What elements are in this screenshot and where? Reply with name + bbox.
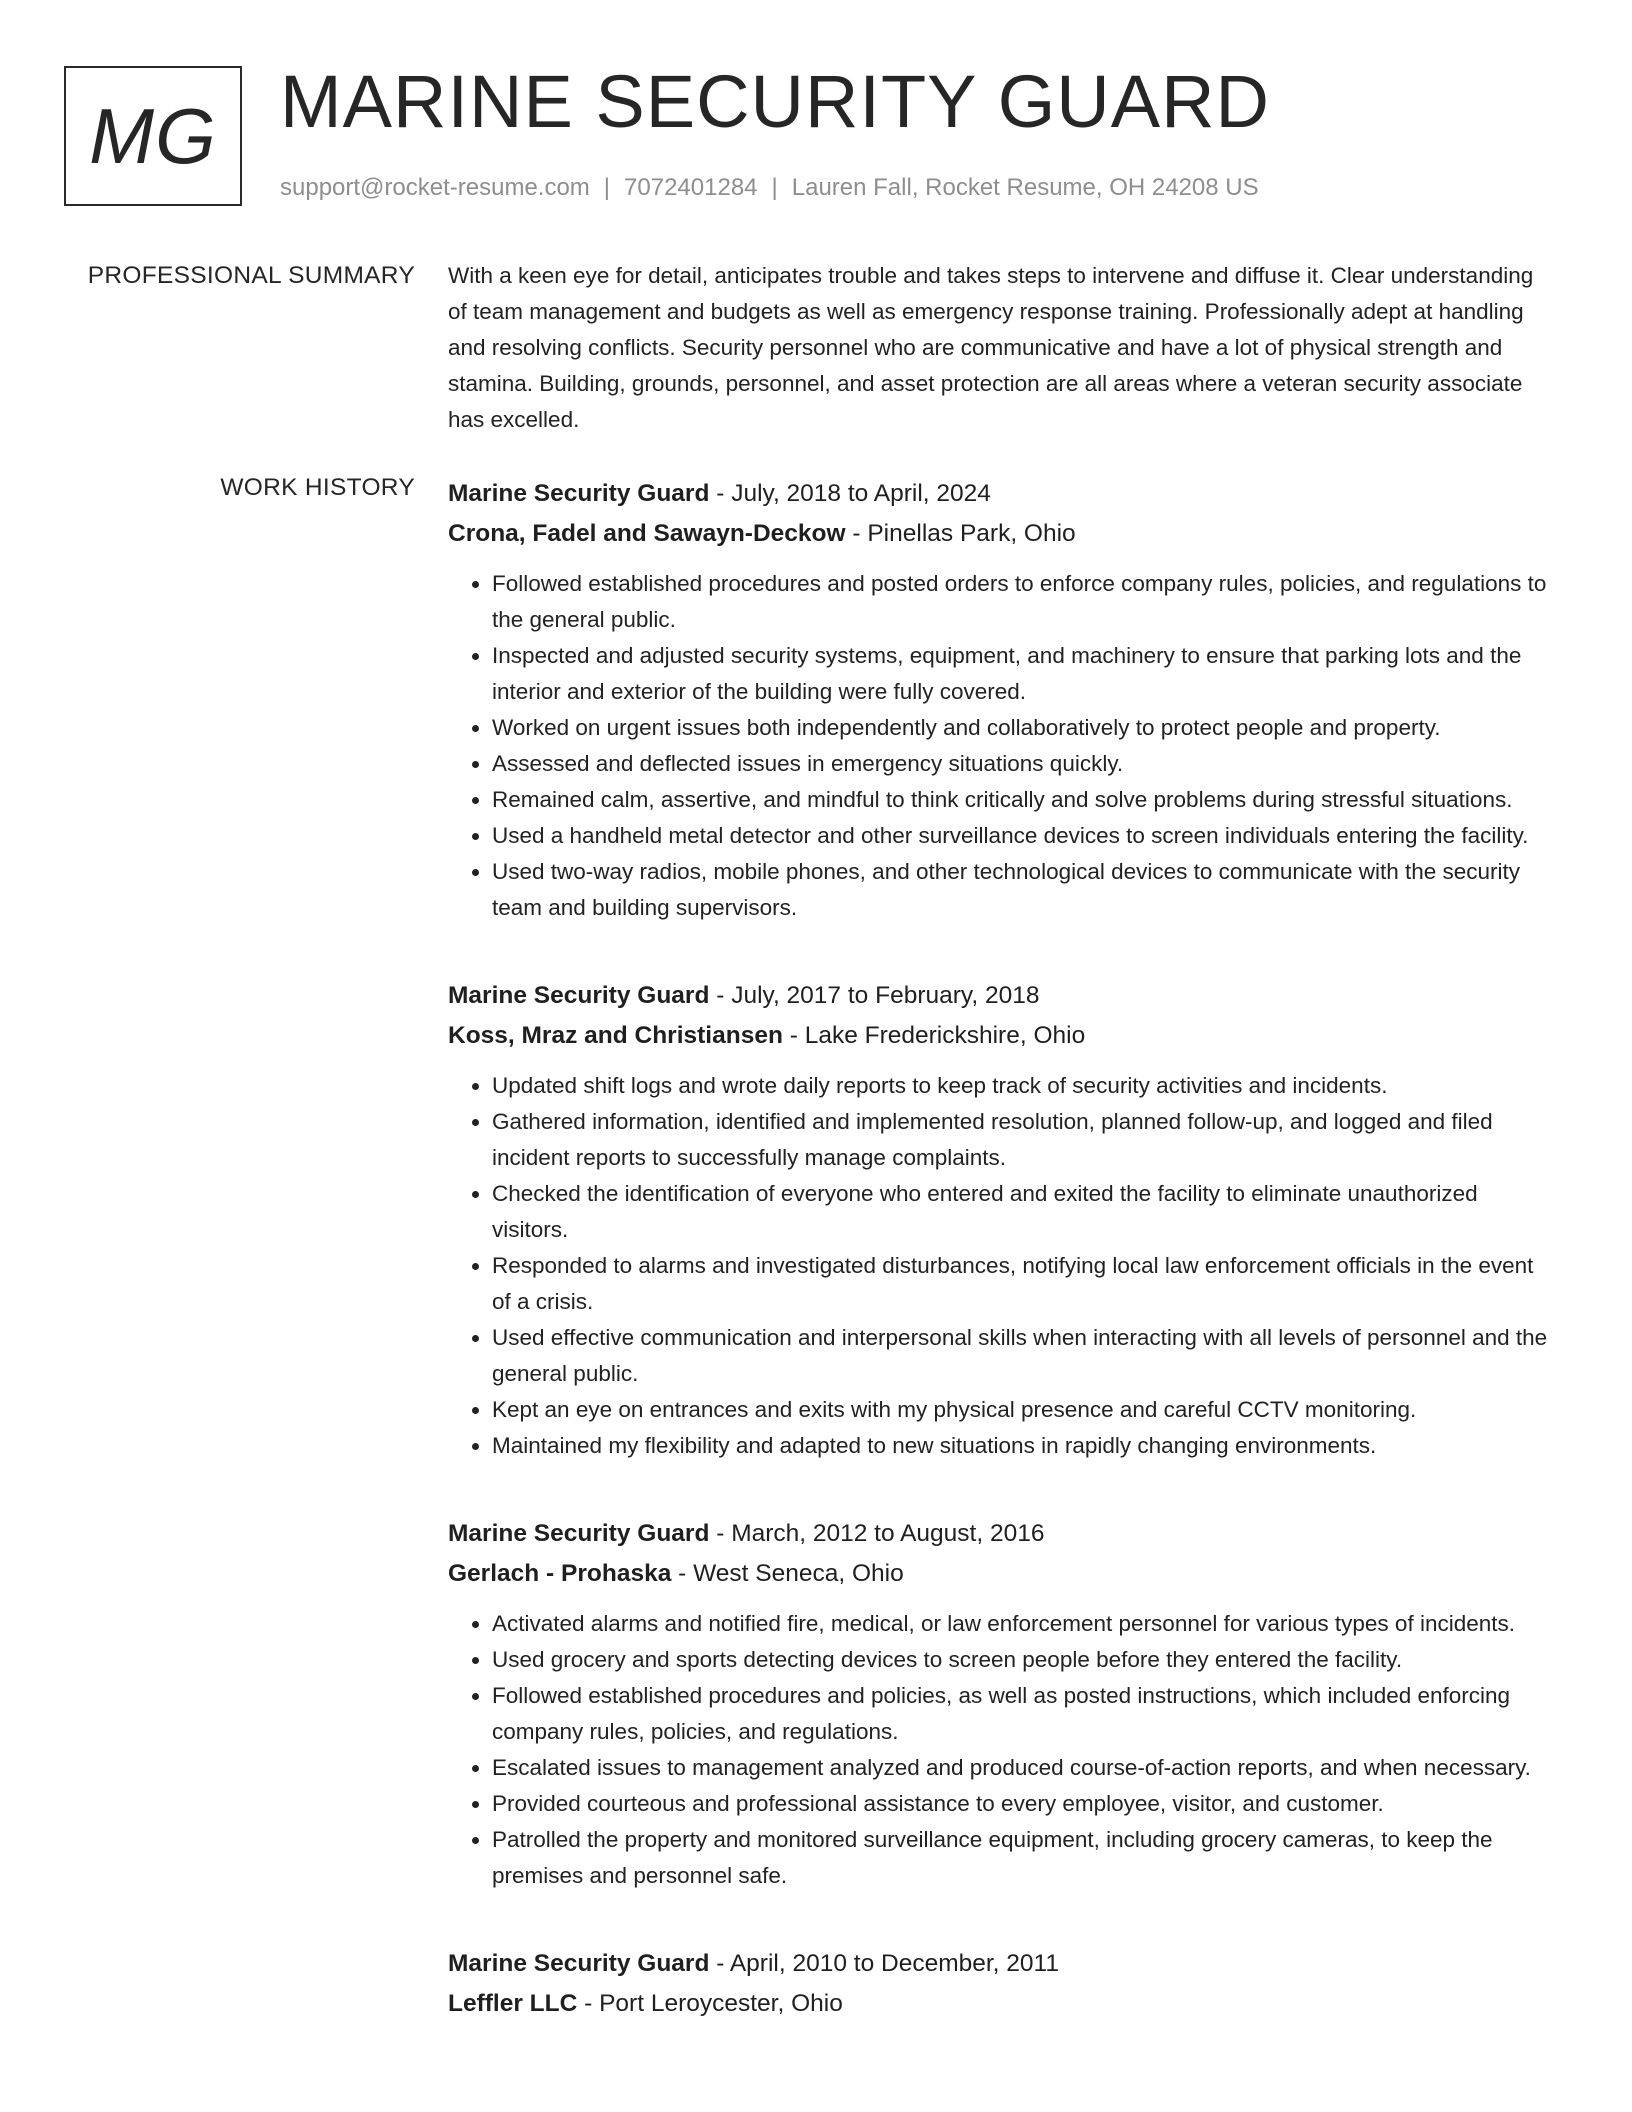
job-title: Marine Security Guard (448, 982, 710, 1009)
job-bullet: • Patrolled the property and monitored surveillance equipment, including grocery cameras, to keep the premises and personnel safe. (492, 1822, 1558, 1894)
job-location: - Pinellas Park, Ohio (845, 520, 1076, 547)
job-bullet: • Worked on urgent issues both independently and collaboratively to protect people and property. (492, 710, 1558, 746)
job-title: Marine Security Guard (448, 1520, 710, 1547)
job-bullet: • Activated alarms and notified fire, medical, or law enforcement personnel for various types of incidents. (492, 1606, 1558, 1642)
job-bullet: • Remained calm, assertive, and mindful to think critically and solve problems during stressful situations. (492, 782, 1558, 818)
contact-phone[interactable]: 7072401284 (624, 174, 758, 201)
job-entry (448, 1514, 1558, 1894)
job-bullet: • Followed established procedures and policies, as well as posted instructions, which included enforcing company rules, policies, and regulations. (492, 1678, 1558, 1750)
job-location: - Lake Frederickshire, Ohio (782, 1022, 1086, 1049)
job-dates: - July, 2018 to April, 2024 (709, 480, 991, 507)
job-location: - West Seneca, Ohio (671, 1560, 904, 1587)
work-history-label: WORK HISTORY (220, 474, 415, 501)
job-company-line (448, 1016, 1558, 1056)
job-bullet: • Gathered information, identified and implemented resolution, planned follow-up, and logged and filed incident reports to successfully manage complaints. (492, 1104, 1558, 1176)
job-bullet: • Responded to alarms and investigated disturbances, notifying local law enforcement officials in the event of a crisis. (492, 1248, 1558, 1320)
work-history-body (448, 474, 1558, 2074)
job-dates: - July, 2017 to February, 2018 (709, 982, 1040, 1009)
job-company: Gerlach - Prohaska (448, 1560, 672, 1587)
contact-separator: | (603, 174, 611, 201)
contact-email[interactable]: support@rocket-resume.com (280, 174, 590, 201)
job-bullet: • Inspected and adjusted security systems, equipment, and machinery to ensure that parking lots and the interior and exterior of the building were fully covered. (492, 638, 1558, 710)
job-title-line (448, 474, 1558, 514)
job-bullet: • Used effective communication and interpersonal skills when interacting with all levels of personnel and the general public. (492, 1320, 1558, 1392)
job-bullet: • Used a handheld metal detector and other surveillance devices to screen individuals entering the facility. (492, 818, 1558, 854)
job-bullet: • Checked the identification of everyone who entered and exited the facility to eliminate unauthorized visitors. (492, 1176, 1558, 1248)
resume-header (64, 60, 1564, 216)
summary-label: PROFESSIONAL SUMMARY (87, 262, 415, 289)
job-bullet: • Kept an eye on entrances and exits with my physical presence and careful CCTV monitoring. (492, 1392, 1558, 1428)
job-entry (448, 976, 1558, 1464)
job-bullet-list (448, 566, 1558, 926)
summary-text: With a keen eye for detail, anticipates trouble and takes steps to intervene and diffuse it. Clear understanding of team management and budgets as well as emergency response training. Professionally adept at handling and resolving conflicts. Security personnel who are communicative and have a lot of physical strength and stamina. Building, grounds, personnel, and asset protection are all areas where a veteran security associate has excelled. (448, 263, 1534, 432)
job-bullet: • Followed established procedures and posted orders to enforce company rules, policies, and regulations to the general public. (492, 566, 1558, 638)
job-company: Koss, Mraz and Christiansen (448, 1022, 783, 1049)
job-company-line (448, 514, 1558, 554)
job-title-line (448, 1514, 1558, 1554)
job-company-line (448, 1554, 1558, 1594)
monogram-logo: MG (64, 66, 242, 206)
job-bullet: • Used two-way radios, mobile phones, and other technological devices to communicate with the security team and building supervisors. (492, 854, 1558, 926)
resume-name: MARINE SECURITY GUARD (280, 60, 1270, 143)
contact-line (280, 174, 1259, 202)
job-title: Marine Security Guard (448, 1950, 710, 1977)
job-company-line (448, 1984, 1558, 2024)
job-bullet: • Maintained my flexibility and adapted to new situations in rapidly changing environments. (492, 1428, 1558, 1464)
job-title-line (448, 976, 1558, 1016)
contact-separator: | (771, 174, 778, 201)
job-company: Crona, Fadel and Sawayn-Deckow (448, 520, 846, 547)
job-location: - Port Leroycester, Ohio (577, 1990, 843, 2017)
job-bullet: • Escalated issues to management analyzed and produced course-of-action reports, and when necessary. (492, 1750, 1558, 1786)
job-entry (448, 474, 1558, 926)
job-bullet: • Assessed and deflected issues in emergency situations quickly. (492, 746, 1558, 782)
contact-address: Lauren Fall, Rocket Resume, OH 24208 US (791, 174, 1259, 201)
job-bullet: • Provided courteous and professional assistance to every employee, visitor, and customer. (492, 1786, 1558, 1822)
job-title-line (448, 1944, 1558, 1984)
job-dates: - March, 2012 to August, 2016 (709, 1520, 1045, 1547)
summary-body (448, 262, 1558, 438)
job-bullet: • Updated shift logs and wrote daily reports to keep track of security activities and incidents. (492, 1068, 1558, 1104)
job-bullet-list (448, 1606, 1558, 1894)
job-entry (448, 1944, 1558, 2024)
job-company: Leffler LLC (448, 1990, 578, 2017)
job-bullet: • Used grocery and sports detecting devices to screen people before they entered the facility. (492, 1642, 1558, 1678)
job-dates: - April, 2010 to December, 2011 (709, 1950, 1059, 1977)
job-bullet-list (448, 1068, 1558, 1464)
job-title: Marine Security Guard (448, 480, 710, 507)
